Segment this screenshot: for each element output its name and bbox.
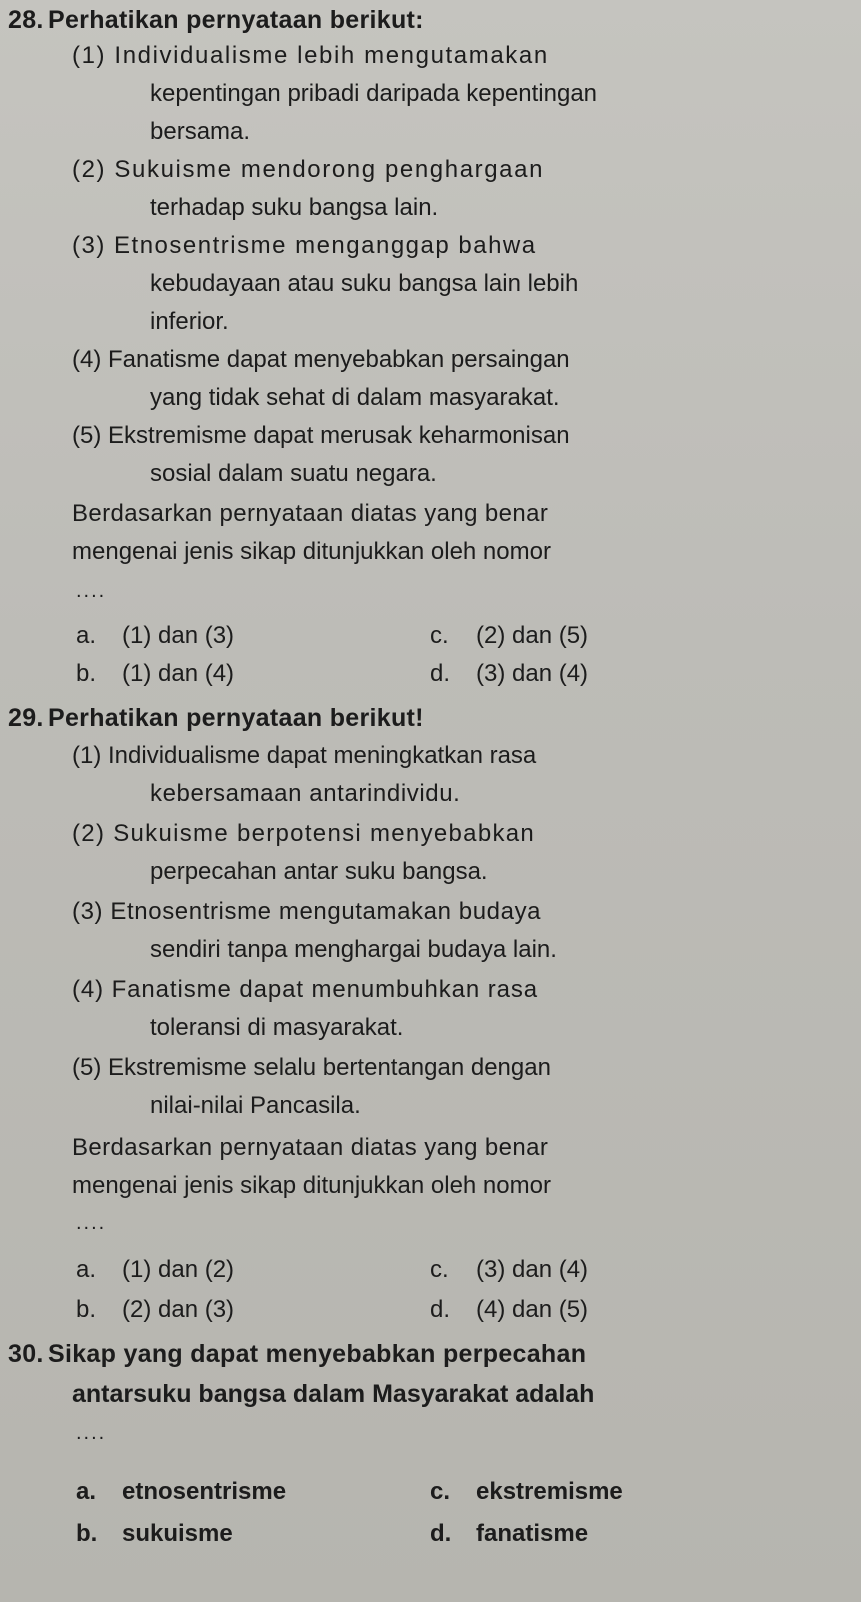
question-29-option-b[interactable]: b. (2) dan (3) xyxy=(76,1296,235,1323)
question-28-stem-line2: mengenai jenis sikap ditunjukkan oleh nomor xyxy=(72,538,551,565)
question-28-stem-line1: Berdasarkan pernyataan diatas yang benar xyxy=(72,500,549,527)
question-30-option-d[interactable]: d. fanatisme xyxy=(430,1520,589,1547)
question-28-option-c[interactable]: c. (2) dan (5) xyxy=(430,622,589,649)
question-30-option-c[interactable]: c. ekstremisme xyxy=(430,1478,623,1505)
question-29-stem-line2: mengenai jenis sikap ditunjukkan oleh nomor xyxy=(72,1172,551,1199)
question-28-option-d[interactable]: d. (3) dan (4) xyxy=(430,660,589,687)
question-30-header: 30. Sikap yang dapat menyebabkan perpecahan xyxy=(8,1340,587,1368)
question-29-header: 29. Perhatikan pernyataan berikut! xyxy=(8,704,424,732)
question-30-option-b[interactable]: b. sukuisme xyxy=(76,1520,233,1547)
question-29-option-c[interactable]: c. (3) dan (4) xyxy=(430,1256,589,1283)
question-29-option-d[interactable]: d. (4) dan (5) xyxy=(430,1296,589,1323)
question-28-option-a[interactable]: a. (1) dan (3) xyxy=(76,622,235,649)
question-28-header: 28. Perhatikan pernyataan berikut: xyxy=(8,6,424,34)
question-29-stem-line1: Berdasarkan pernyataan diatas yang benar xyxy=(72,1134,549,1161)
question-29-blank: .... xyxy=(76,1212,107,1234)
question-30-blank: .... xyxy=(76,1422,107,1444)
question-30-option-a[interactable]: a. etnosentrisme xyxy=(76,1478,287,1505)
question-29-option-a[interactable]: a. (1) dan (2) xyxy=(76,1256,235,1283)
question-28-blank: .... xyxy=(76,580,107,602)
question-28-option-b[interactable]: b. (1) dan (4) xyxy=(76,660,235,687)
exam-page: 28. Perhatikan pernyataan berikut: (1) Individualisme lebih mengutamakan kepentingan pribadi daripada kepentingan bersama. (2) Sukuisme mendorong penghargaan terhadap suku bangsa lain. (3) Etnosentrisme menganggap bahwa kebudayaan atau suku bangsa lain lebih inferior. (4) Fanatisme dapat menyebabkan persaingan yang tidak sehat di dalam masyarakat. (5) Ekstremisme dapat merusak keharmonisan sosial dalam suatu negara. Berdasarkan pernyataan diatas yang benar mengenai jenis sikap ditunjukkan oleh nomor .... a. (1) dan (3) c. (2) dan (5) b. (1) dan (4) d. (3) dan (4) 29. Perhatikan pernyataan berikut! (1) Individualisme dapat meningkatkan rasa kebersamaan antarindividu. (2) Sukuisme berpotensi menyebabkan perpecahan antar suku bangsa. (3) Etnosentrisme mengutamakan budaya sendiri tanpa menghargai budaya lain. (4) Fanatisme dapat menumbuhkan rasa toleransi di masyarakat. (5) Ekstremisme selalu bertentangan dengan nilai-nilai Pancasila. Berdasarkan pernyataan diatas yang benar mengenai jenis sikap ditunjukkan oleh nomor .... a. (1) dan (2) c. (3) dan (4) b. (2) dan (3) d. (4) dan (5) 30. Sikap yang dapat menyebabkan perpecahan antarsuku bangsa dalam Masyarakat adalah .... a. etnosentrisme c. ekstremisme b. sukuisme d. fanatisme xyxy=(0,0,861,1602)
question-30-prompt-line2: antarsuku bangsa dalam Masyarakat adalah xyxy=(72,1380,595,1408)
